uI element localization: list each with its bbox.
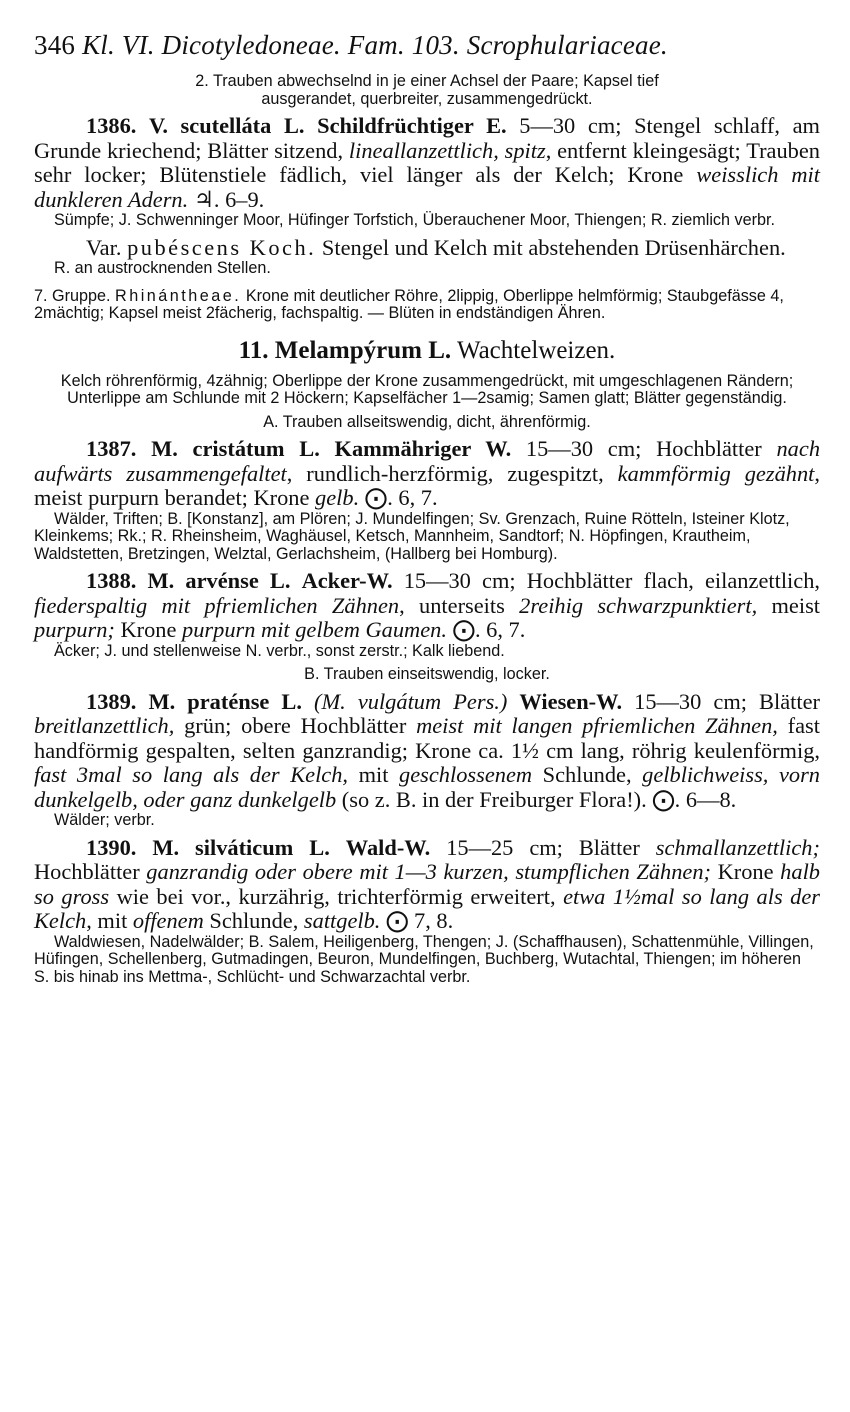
description-italic: sattgelb. xyxy=(303,908,381,933)
flowering-time: ♃. 6–9. xyxy=(188,186,265,212)
localities-1387: Wälder, Triften; B. [Konstanz], am Plören; J. Mundelfingen; Sv. Grenzach, Ruine Rötteln, Isteiner Klotz, Kleinkems; Rk.; R. Rheinsheim, Waghäusel, Ketsch, Mannheim, Sandtorf; N. Höpfingen, Krautheim, Waldstetten, Bretzingen, Welztal, Gerlachsheim, (Hallberg bei Homburg). xyxy=(34,509,790,563)
description: , mit xyxy=(86,908,133,933)
genus-description: Kelch röhrenförmig, 4zähnig; Oberlippe der Krone zusammengedrückt, mit umgeschlagenen Rändern; Unterlippe am Schlunde mit 2 Höckern; Kapselfächer 1—2samig; Samen glatt; Blätter gegenständig. xyxy=(60,371,794,407)
description-italic: nach aufwärts zusammengefaltet xyxy=(34,436,821,486)
variety-description: Stengel und Kelch mit abstehenden Drüsenhärchen. xyxy=(321,234,786,260)
flowering-time: (so z. B. in der Freiburger Flora!). ⨀. 6—8. xyxy=(336,786,737,812)
group-description: Krone mit deutlicher Röhre, 2lippig, Oberlippe helmförmig; Staubgefässe 4, 2mächtig; Kapsel meist 2fächerig, fachspaltig. — Blüten in endständigen Ähren. xyxy=(34,286,784,322)
description: Schlunde, xyxy=(532,762,643,787)
description: 15—30 cm; Hochblätter xyxy=(525,436,777,461)
description-italic: gelblichweiss, vorn dunkelgelb, oder ganz dunkelgelb xyxy=(34,762,821,812)
entry-number: 1386. xyxy=(86,113,137,138)
description-italic: lineallanzettlich, spitz xyxy=(348,137,546,163)
entry-1390 xyxy=(34,836,820,934)
species-name: M. praténse L. xyxy=(148,688,302,714)
description: , entfernt kleingesägt; Trauben sehr locker; Blütenstiele fädlich, viel länger als der Kelch; Krone xyxy=(34,137,820,187)
entry-number: 1387. xyxy=(86,436,137,461)
group-name: Rhinántheae. xyxy=(115,286,242,305)
entry-1386 xyxy=(34,114,820,212)
localities-1389: Wälder; verbr. xyxy=(54,811,155,829)
group-label: 7. Gruppe. xyxy=(34,286,111,305)
species-name: M. cristátum L. xyxy=(151,436,320,461)
description-italic: gelb. xyxy=(315,485,360,510)
entry-number: 1389. xyxy=(86,688,137,714)
key-2-line1: 2. Trauben abwechselnd in je einer Achsel der Paare; Kapsel tief xyxy=(195,72,659,90)
genus-heading xyxy=(34,337,820,365)
species-name: M. arvénse L. xyxy=(147,568,291,593)
description: 15—30 cm; Hochblätter flach, eilanzettlich, xyxy=(403,568,820,593)
flowering-time: ⨀. 6, 7. xyxy=(446,617,526,642)
description-italic: fast 3mal so lang als der Kelch, xyxy=(34,762,349,787)
species-name: M. silváticum L. xyxy=(152,834,330,860)
description-italic: ganzrandig oder obere mit 1—3 kurzen, stumpflichen Zähnen; xyxy=(146,859,711,884)
common-name: Kammähriger W. xyxy=(334,436,512,461)
description-italic: meist mit langen pfriemlichen Zähnen, xyxy=(416,713,778,738)
description: , rundlich-herzförmig, zugespitzt, xyxy=(286,460,618,486)
description-italic: schmallanzettlich; xyxy=(655,834,820,860)
description: fast handförmig gespalten, selten ganzrandig; Krone ca. 1½ cm lang, röhrig keulenförmig, xyxy=(34,713,820,763)
description: mit xyxy=(348,762,400,787)
entry-1387 xyxy=(34,437,820,511)
description: Hochblätter xyxy=(34,859,147,884)
page-number: 346 xyxy=(34,30,76,60)
page-header xyxy=(34,30,820,61)
entry-1389 xyxy=(34,690,820,813)
genus-name: Melampýrum L. xyxy=(274,336,452,364)
synonym: (M. vulgátum Pers.) xyxy=(314,688,508,714)
description-italic: kammförmig gezähnt xyxy=(617,460,815,486)
description-italic: 2reihig schwarzpunktiert, xyxy=(519,592,758,618)
genus-number: 11. xyxy=(238,336,269,364)
description-italic: offenem xyxy=(132,908,204,933)
description: Schlunde, xyxy=(203,908,304,933)
key-2-line2: ausgerandet, querbreiter, zusammengedrückt. xyxy=(261,89,593,108)
description-italic: halb so gross xyxy=(34,859,820,909)
description: meist xyxy=(757,592,821,618)
description: Krone xyxy=(711,859,781,884)
variety-1386 xyxy=(34,236,820,261)
common-name: Schildfrüchtiger E. xyxy=(317,113,507,138)
key-a: A. Trauben allseitswendig, dicht, ährenförmig. xyxy=(263,412,591,431)
key-b: B. Trauben einseitswendig, locker. xyxy=(304,665,550,683)
entry-1388 xyxy=(34,569,820,643)
description-italic: etwa 1½mal so lang als der Kelch xyxy=(34,883,820,933)
description-italic: breitlanzettlich, xyxy=(34,713,175,738)
description: 5—30 cm; Stengel schlaff, am Grunde kriechend; Blätter sitzend, xyxy=(34,113,820,163)
description-italic: purpurn; xyxy=(34,617,115,642)
localities-1388: Äcker; J. und stellenweise N. verbr., sonst zerstr.; Kalk liebend. xyxy=(54,641,505,660)
localities-1390: Waldwiesen, Nadelwälder; B. Salem, Heiligenberg, Thengen; J. (Schaffhausen), Schattenmühle, Villingen, Hüfingen, Schellenberg, Gutmadingen, Beuron, Mundelfingen, Buchberg, Wutachtal, Thiengen; im höheren S. bis hinab ins Mettma-, Schlücht- und Schwarzachtal verbr. xyxy=(34,932,814,986)
common-name: Wald-W. xyxy=(345,834,431,860)
variety-name: pubéscens Koch. xyxy=(127,234,317,260)
description: , unterseits xyxy=(399,592,520,618)
flowering-time: ⨀. 6, 7. xyxy=(359,485,438,510)
flowering-time: ⨀ 7, 8. xyxy=(380,908,454,933)
description-italic: purpurn mit gelbem Gaumen. xyxy=(182,617,447,642)
running-title: Kl. VI. Dicotyledoneae. Fam. 103. Scrophulariaceae. xyxy=(82,30,668,60)
description-italic: weisslich mit dunkleren Adern. xyxy=(34,162,820,212)
description: wie bei vor., kurzährig, trichterförmig erweitert, xyxy=(109,883,564,909)
description: grün; obere Hochblätter xyxy=(174,713,417,738)
genus-common-name: Wachtelweizen. xyxy=(456,336,616,364)
description-italic: fiederspaltig mit pfriemlichen Zähnen xyxy=(34,592,400,618)
species-name: V. scutelláta L. xyxy=(149,113,305,138)
description: Krone xyxy=(114,617,183,642)
variety-label: Var. xyxy=(86,234,122,260)
entry-number: 1390. xyxy=(86,834,137,860)
description: , meist purpurn berandet; Krone xyxy=(34,460,820,510)
group-7 xyxy=(34,288,820,323)
localities-1386: Sümpfe; J. Schwenninger Moor, Hüfinger Torfstich, Überauchener Moor, Thiengen; R. ziemlich verbr. xyxy=(54,211,775,229)
description: 15—30 cm; Blätter xyxy=(634,688,820,714)
common-name: Acker-W. xyxy=(301,568,393,593)
description: 15—25 cm; Blätter xyxy=(446,834,656,860)
variety-localities: R. an austrocknenden Stellen. xyxy=(54,259,271,277)
description-italic: geschlossenem xyxy=(399,762,533,787)
entry-number: 1388. xyxy=(86,568,137,593)
key-2 xyxy=(34,73,820,108)
common-name: Wiesen-W. xyxy=(519,688,623,714)
